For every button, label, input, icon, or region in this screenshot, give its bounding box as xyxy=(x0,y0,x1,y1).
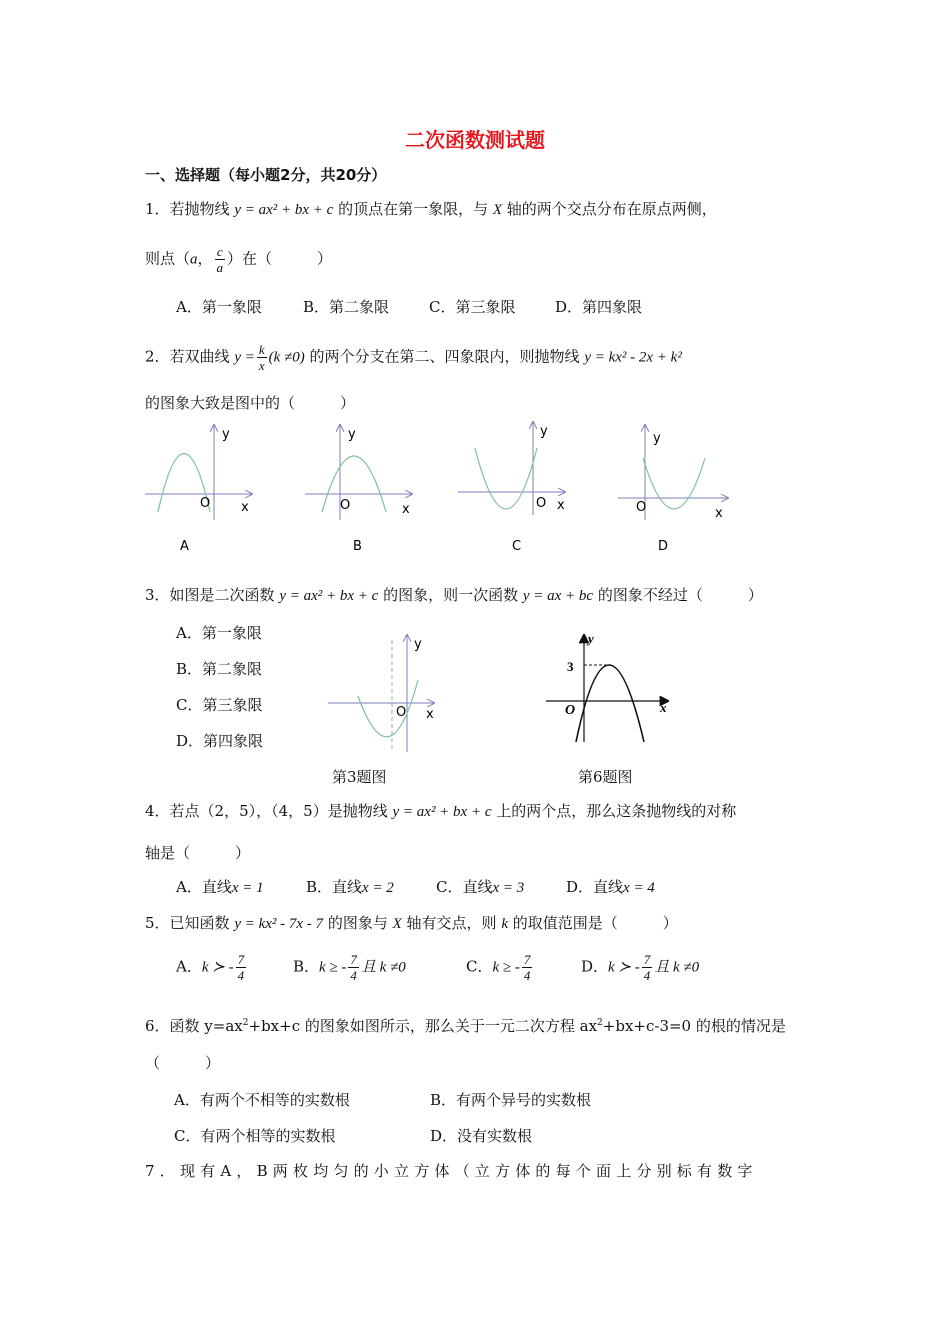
q5-option-b-pre: k ≥ - xyxy=(319,959,347,976)
q5-option-a-label: A． xyxy=(176,957,202,976)
q5-option-d-num: 7 xyxy=(643,952,651,967)
q6-text-a: 6．函数 y=ax xyxy=(145,1017,243,1035)
q4-option-a-label: A．直线 xyxy=(176,878,232,896)
fig6-y-label: y xyxy=(588,631,594,646)
q5-option-c-num: 7 xyxy=(523,952,531,967)
q6-text-c: +bx+c-3=0 的根的情况是 xyxy=(602,1017,786,1035)
figure-3 xyxy=(320,630,450,760)
fig3-o-label: O xyxy=(396,705,407,720)
q5-option-d xyxy=(581,952,699,983)
q1-text-e: ）在（ ） xyxy=(227,249,333,268)
q1-xaxis: X xyxy=(492,202,503,218)
fig3-x-label: x xyxy=(426,707,434,722)
q5-option-d-pre: k ≻ - xyxy=(608,959,640,976)
q5-option-a-num: 7 xyxy=(237,952,245,967)
q4-option-b-expr: x = 2 xyxy=(362,880,394,896)
q3-expr1: y = ax² + bx + c xyxy=(279,588,379,604)
graph-b-x-label: x xyxy=(402,502,410,517)
figure-6 xyxy=(540,630,680,750)
q4-option-c-label: C．直线 xyxy=(436,878,493,896)
q6-line2: （ ） xyxy=(145,1054,221,1072)
q5-option-b-label: B． xyxy=(293,957,320,976)
q1-text-a: 1．若抛物线 xyxy=(145,200,235,218)
graph-a xyxy=(145,425,252,554)
q2-y-eq: y = xyxy=(234,349,255,366)
q2-fraction xyxy=(257,342,267,373)
q4-option-b xyxy=(306,876,394,897)
q6-option-d: D．没有实数根 xyxy=(430,1127,533,1145)
graph-d-x-label: x xyxy=(715,506,723,521)
q1-option-b: B．第二象限 xyxy=(303,298,390,316)
q6-option-a: A．有两个不相等的实数根 xyxy=(174,1091,350,1109)
q1-frac-den: a xyxy=(216,260,224,275)
q3-option-c: C．第三象限 xyxy=(176,696,263,714)
q5-option-c xyxy=(466,952,534,983)
q6-option-c: C．有两个相等的实数根 xyxy=(174,1127,336,1145)
question-1 xyxy=(145,199,717,220)
q1-option-c: C．第三象限 xyxy=(429,298,516,316)
graph-b-letter: B xyxy=(353,539,362,554)
q2-cond: (k ≠0) xyxy=(268,349,305,366)
q2-frac-den: x xyxy=(258,358,265,373)
q5-option-b-frac xyxy=(348,952,359,983)
figure-6-caption: 第6题图 xyxy=(578,768,633,786)
q1-text-c: 轴的两个交点分布在原点两侧， xyxy=(502,200,717,218)
graph-d-o-label: O xyxy=(636,500,647,515)
graph-c-curve xyxy=(475,448,537,509)
q4-option-d xyxy=(566,876,655,897)
fig6-o-label: O xyxy=(565,703,576,718)
q2-expr: y = kx² - 2x + k² xyxy=(584,349,682,366)
q4-option-a xyxy=(176,876,264,897)
q1-point-a: a xyxy=(190,251,198,268)
q4-option-b-label: B．直线 xyxy=(306,878,363,896)
question-2 xyxy=(145,342,682,373)
graph-d-curve xyxy=(643,458,705,509)
q2-graphs xyxy=(140,420,920,560)
q4-option-c-expr: x = 3 xyxy=(492,880,525,896)
question-3 xyxy=(145,585,763,606)
page-title: 二次函数测试题 xyxy=(405,128,545,152)
q4-text-b: 上的两个点，那么这条抛物线的对称 xyxy=(491,802,737,820)
q4-option-c xyxy=(436,876,524,897)
q2-text-b: 的两个分支在第二、四象限内，则抛物线 xyxy=(304,347,585,366)
q1-fraction xyxy=(215,244,226,275)
q1-text-d: 则点（ xyxy=(145,249,191,268)
q5-k: k xyxy=(501,916,508,932)
section-heading: 一、选择题（每小题2分，共20分） xyxy=(145,166,387,184)
q3-text-b: 的图象，则一次函数 xyxy=(378,586,523,604)
fig6-three-label: 3 xyxy=(567,659,574,674)
q1-option-d: D．第四象限 xyxy=(555,298,643,316)
q3-expr2: y = ax + bc xyxy=(522,588,594,604)
q5-text-b: 的图象与 xyxy=(323,914,393,932)
q5-text-d: 的取值范围是（ ） xyxy=(508,914,678,932)
graph-c-o-label: O xyxy=(536,496,547,511)
q6-text-b: +bx+c 的图象如图所示，那么关于一元二次方程 ax xyxy=(248,1017,598,1035)
fig6-x-label: x xyxy=(660,700,667,715)
question-1-line2: 则点（a， $\frac{c}{a}$ ）在（ ） xyxy=(145,244,333,275)
graph-a-o-label: O xyxy=(200,496,211,511)
q4-text-a: 4．若点（2，5），（4，5）是抛物线 xyxy=(145,802,393,820)
q3-option-b: B．第二象限 xyxy=(176,660,263,678)
q2-text-a: 2．若双曲线 xyxy=(145,347,235,366)
graph-b-curve xyxy=(322,456,386,512)
graph-c-x-label: x xyxy=(557,498,565,513)
graph-c-letter: C xyxy=(512,539,522,554)
q5-option-d-post: 且 k ≠0 xyxy=(654,959,700,976)
q2-line2: 的图象大致是图中的（ ） xyxy=(145,394,356,412)
q5-option-d-frac xyxy=(642,952,653,983)
q6-sup1: 2 xyxy=(242,1018,249,1028)
q5-option-b-den: 4 xyxy=(350,968,357,983)
q5-option-a-pre: k ≻ - xyxy=(201,959,234,976)
q5-option-c-label: C． xyxy=(466,957,493,976)
q5-option-a-den: 4 xyxy=(237,968,245,983)
q1-text-b: 的顶点在第一象限，与 xyxy=(333,200,493,218)
fig3-curve xyxy=(358,680,418,737)
q5-text-c: 轴有交点，则 xyxy=(401,914,502,932)
q4-option-d-label: D．直线 xyxy=(566,878,624,896)
graph-d xyxy=(618,425,728,554)
q5-expr: y = kx² - 7x - 7 xyxy=(234,916,324,932)
q2-frac-num: k xyxy=(258,342,265,357)
q5-xaxis: X xyxy=(392,916,402,932)
q6-option-b: B．有两个异号的实数根 xyxy=(430,1091,592,1109)
fig6-curve xyxy=(576,665,644,742)
question-4 xyxy=(145,801,736,822)
graph-a-x-label: x xyxy=(241,500,249,515)
q3-text-c: 的图象不经过（ ） xyxy=(593,586,763,604)
graph-b xyxy=(305,425,412,554)
q5-option-d-den: 4 xyxy=(643,968,651,983)
question-7: 7．现有A，B两枚均匀的小立方体（立方体的每个面上分别标有数字 xyxy=(145,1162,758,1180)
q1-option-a: A．第一象限 xyxy=(176,298,262,316)
graph-d-letter: D xyxy=(658,539,669,554)
q4-option-d-expr: x = 4 xyxy=(623,880,655,896)
graph-a-letter: A xyxy=(180,539,189,554)
q6-sup2: 2 xyxy=(597,1018,603,1028)
q1-frac-num: c xyxy=(215,244,226,260)
q5-option-a xyxy=(176,952,248,983)
q5-option-c-frac xyxy=(522,952,533,983)
q4-expr: y = ax² + bx + c xyxy=(392,804,492,820)
q5-option-b-num: 7 xyxy=(350,952,357,967)
q5-option-b xyxy=(293,952,406,983)
figure-3-caption: 第3题图 xyxy=(332,768,387,786)
q4-option-a-expr: x = 1 xyxy=(231,880,264,896)
q5-option-b-post: 且 k ≠0 xyxy=(360,959,406,976)
q3-option-a: A．第一象限 xyxy=(176,624,262,642)
q5-option-a-frac xyxy=(236,952,247,983)
graph-c xyxy=(458,422,565,554)
q5-option-c-den: 4 xyxy=(523,968,531,983)
question-6 xyxy=(145,1013,786,1036)
q3-option-d: D．第四象限 xyxy=(176,732,264,750)
q5-text-a: 5．已知函数 xyxy=(145,914,235,932)
q5-option-d-label: D． xyxy=(581,957,609,976)
graph-b-y-label: y xyxy=(348,427,356,442)
question-5 xyxy=(145,913,678,934)
graph-d-y-label: y xyxy=(653,431,661,446)
q5-option-c-pre: k ≥ - xyxy=(492,959,520,976)
fig3-y-label: y xyxy=(414,637,422,652)
graph-b-o-label: O xyxy=(340,498,351,513)
graph-a-y-label: y xyxy=(222,427,230,442)
q3-text-a: 3．如图是二次函数 xyxy=(145,586,280,604)
q4-line2: 轴是（ ） xyxy=(145,844,251,862)
graph-c-y-label: y xyxy=(540,424,548,439)
q1-expr: y = ax² + bx + c xyxy=(234,202,334,218)
